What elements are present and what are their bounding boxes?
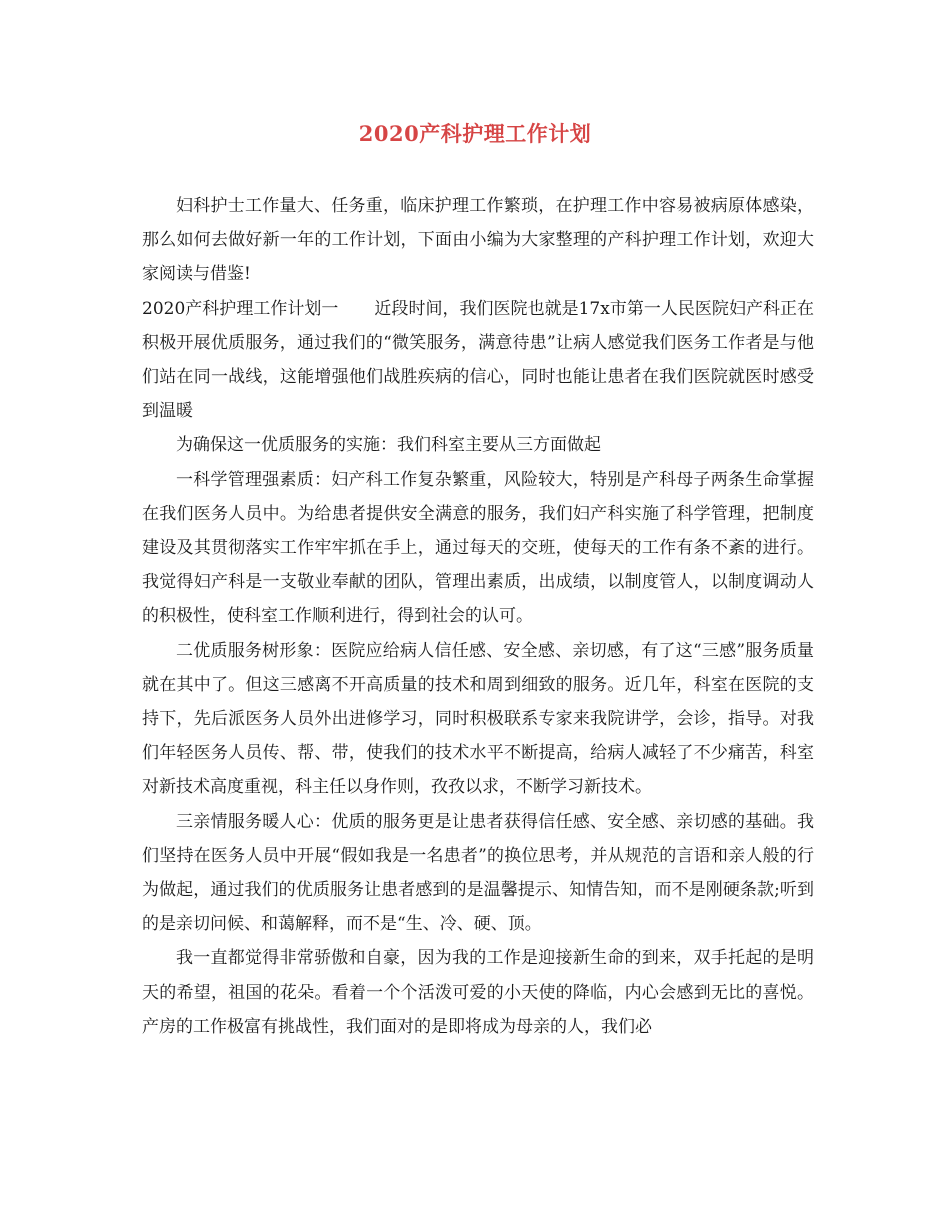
body-paragraph: 三亲情服务暖人心：优质的服务更是让患者获得信任感、安全感、亲切感的基础。我们坚持在医务人员中开展“假如我是一名患者”的换位思考，并从规范的言语和亲人般的行为做起，通过我们的优质服务让患者感到的是温馨提示、知情告知，而不是刚硬条款;听到的是亲切问候、和蔼解释，而不是“生、冷、硬、顶。 — [142, 811, 814, 935]
section-one-text: 近段时间，我们医院也就是17x市第一人民医院妇产科正在积极开展优质服务，通过我们的“微笑服务，满意待患”让病人感觉我们医务工作者是与他们站在同一战线，这能增强他们战胜疾病的信心，同时也能让患者在我们医院就医时感受到温暖 — [142, 298, 815, 422]
body-paragraph: 为确保这一优质服务的实施：我们科室主要从三方面做起 — [176, 435, 601, 456]
body-paragraph: 一科学管理强素质：妇产科工作复杂繁重，风险较大，特别是产科母子两条生命掌握在我们医务人员中。为给患者提供安全满意的服务，我们妇产科实施了科学管理，把制度建设及其贯彻落实工作牢牢抓在手上，通过每天的交班，使每天的工作有条不紊的进行。我觉得妇产科是一支敬业奉献的团队，管理出素质，出成绩，以制度管人，以制度调动人的积极性，使科室工作顺利进行，得到社会的认可。 — [142, 469, 814, 627]
section-one-paragraph — [142, 292, 814, 429]
body-paragraph: 我一直都觉得非常骄傲和自豪，因为我的工作是迎接新生命的到来，双手托起的是明天的希望，祖国的花朵。看着一个个活泼可爱的小天使的降临，内心会感到无比的喜悦。产房的工作极富有挑战性，我们面对的是即将成为母亲的人，我们必 — [142, 948, 814, 1037]
section-one-heading: 2020产科护理工作计划一 — [142, 298, 339, 319]
document-body — [142, 189, 814, 1044]
document-title: 2020产科护理工作计划 — [358, 121, 592, 146]
body-paragraph: 二优质服务树形象：医院应给病人信任感、安全感、亲切感，有了这“三感”服务质量就在其中了。但这三感离不开高质量的技术和周到细致的服务。近几年，科室在医院的支持下，先后派医务人员外出进修学习，同时积极联系专家来我院讲学，会诊，指导。对我们年轻医务人员传、帮、带，使我们的技术水平不断提高，给病人减轻了不少痛苦，科室对新技术高度重视，科主任以身作则，孜孜以求，不断学习新技术。 — [142, 640, 814, 798]
intro-paragraph: 妇科护士工作量大、任务重，临床护理工作繁琐，在护理工作中容易被病原体感染，那么如何去做好新一年的工作计划，下面由小编为大家整理的产科护理工作计划，欢迎大家阅读与借鉴! — [142, 196, 814, 285]
